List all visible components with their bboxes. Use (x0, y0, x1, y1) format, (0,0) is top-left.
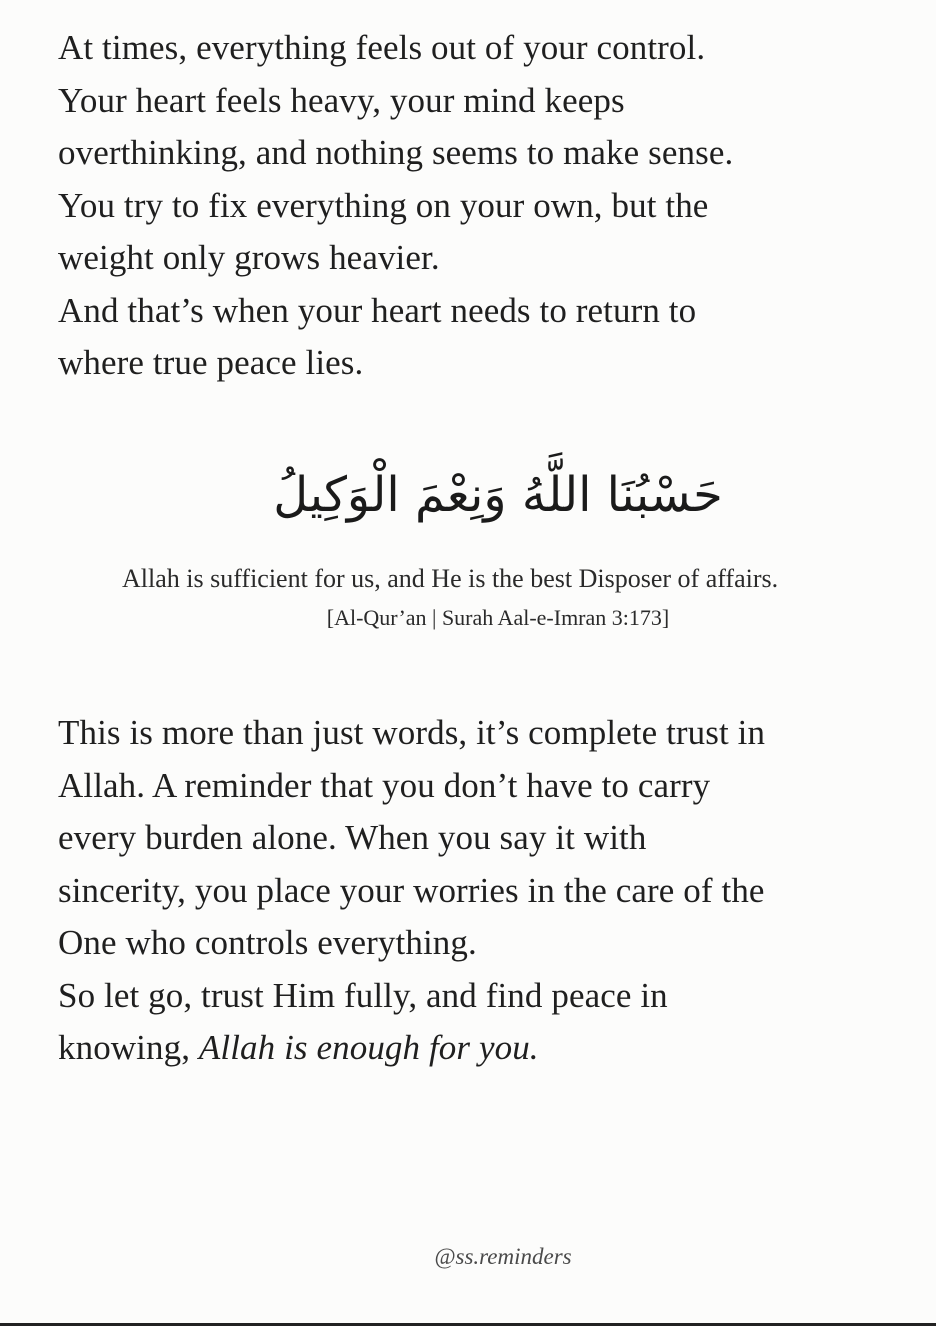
intro-line: where true peace lies. (58, 343, 364, 382)
intro-line: weight only grows heavier. (58, 238, 440, 277)
intro-line: You try to fix everything on your own, but the (58, 185, 709, 225)
reflection-emphasis: Allah is enough for you. (198, 1028, 539, 1067)
reflection-line: Allah. A reminder that you don’t have to carry (58, 765, 711, 805)
reflection-last-line-prefix: knowing, (58, 1028, 199, 1067)
reflection-last-line (58, 1022, 888, 1075)
intro-paragraph (58, 22, 888, 390)
author-handle: @ss.reminders (434, 1244, 572, 1269)
intro-line: At times, everything feels out of your control. (58, 28, 706, 67)
intro-line: Your heart feels heavy, your mind keeps (58, 80, 625, 120)
verse-reference: [Al-Qur’an | Surah Aal-e-Imran 3:173] (326, 605, 670, 630)
reflection-line: This is more than just words, it’s complete trust in (58, 713, 766, 752)
reflection-paragraph (58, 707, 888, 1075)
reflection-line: One who controls everything. (58, 923, 477, 962)
reflection-line: So let go, trust Him fully, and find peace in (58, 975, 668, 1015)
intro-line: overthinking, and nothing seems to make sense. (58, 133, 734, 172)
reflection-line: every burden alone. When you say it with (58, 818, 647, 857)
arabic-verse: حَسْبُنَا اللَّهُ وَنِعْمَ الْوَكِيلُ (273, 467, 723, 523)
intro-line: And that’s when your heart needs to return to (58, 290, 697, 330)
reflection-line: sincerity, you place your worries in the care of the (58, 870, 765, 910)
verse-translation: Allah is sufficient for us, and He is the best Disposer of affairs. (122, 564, 779, 593)
